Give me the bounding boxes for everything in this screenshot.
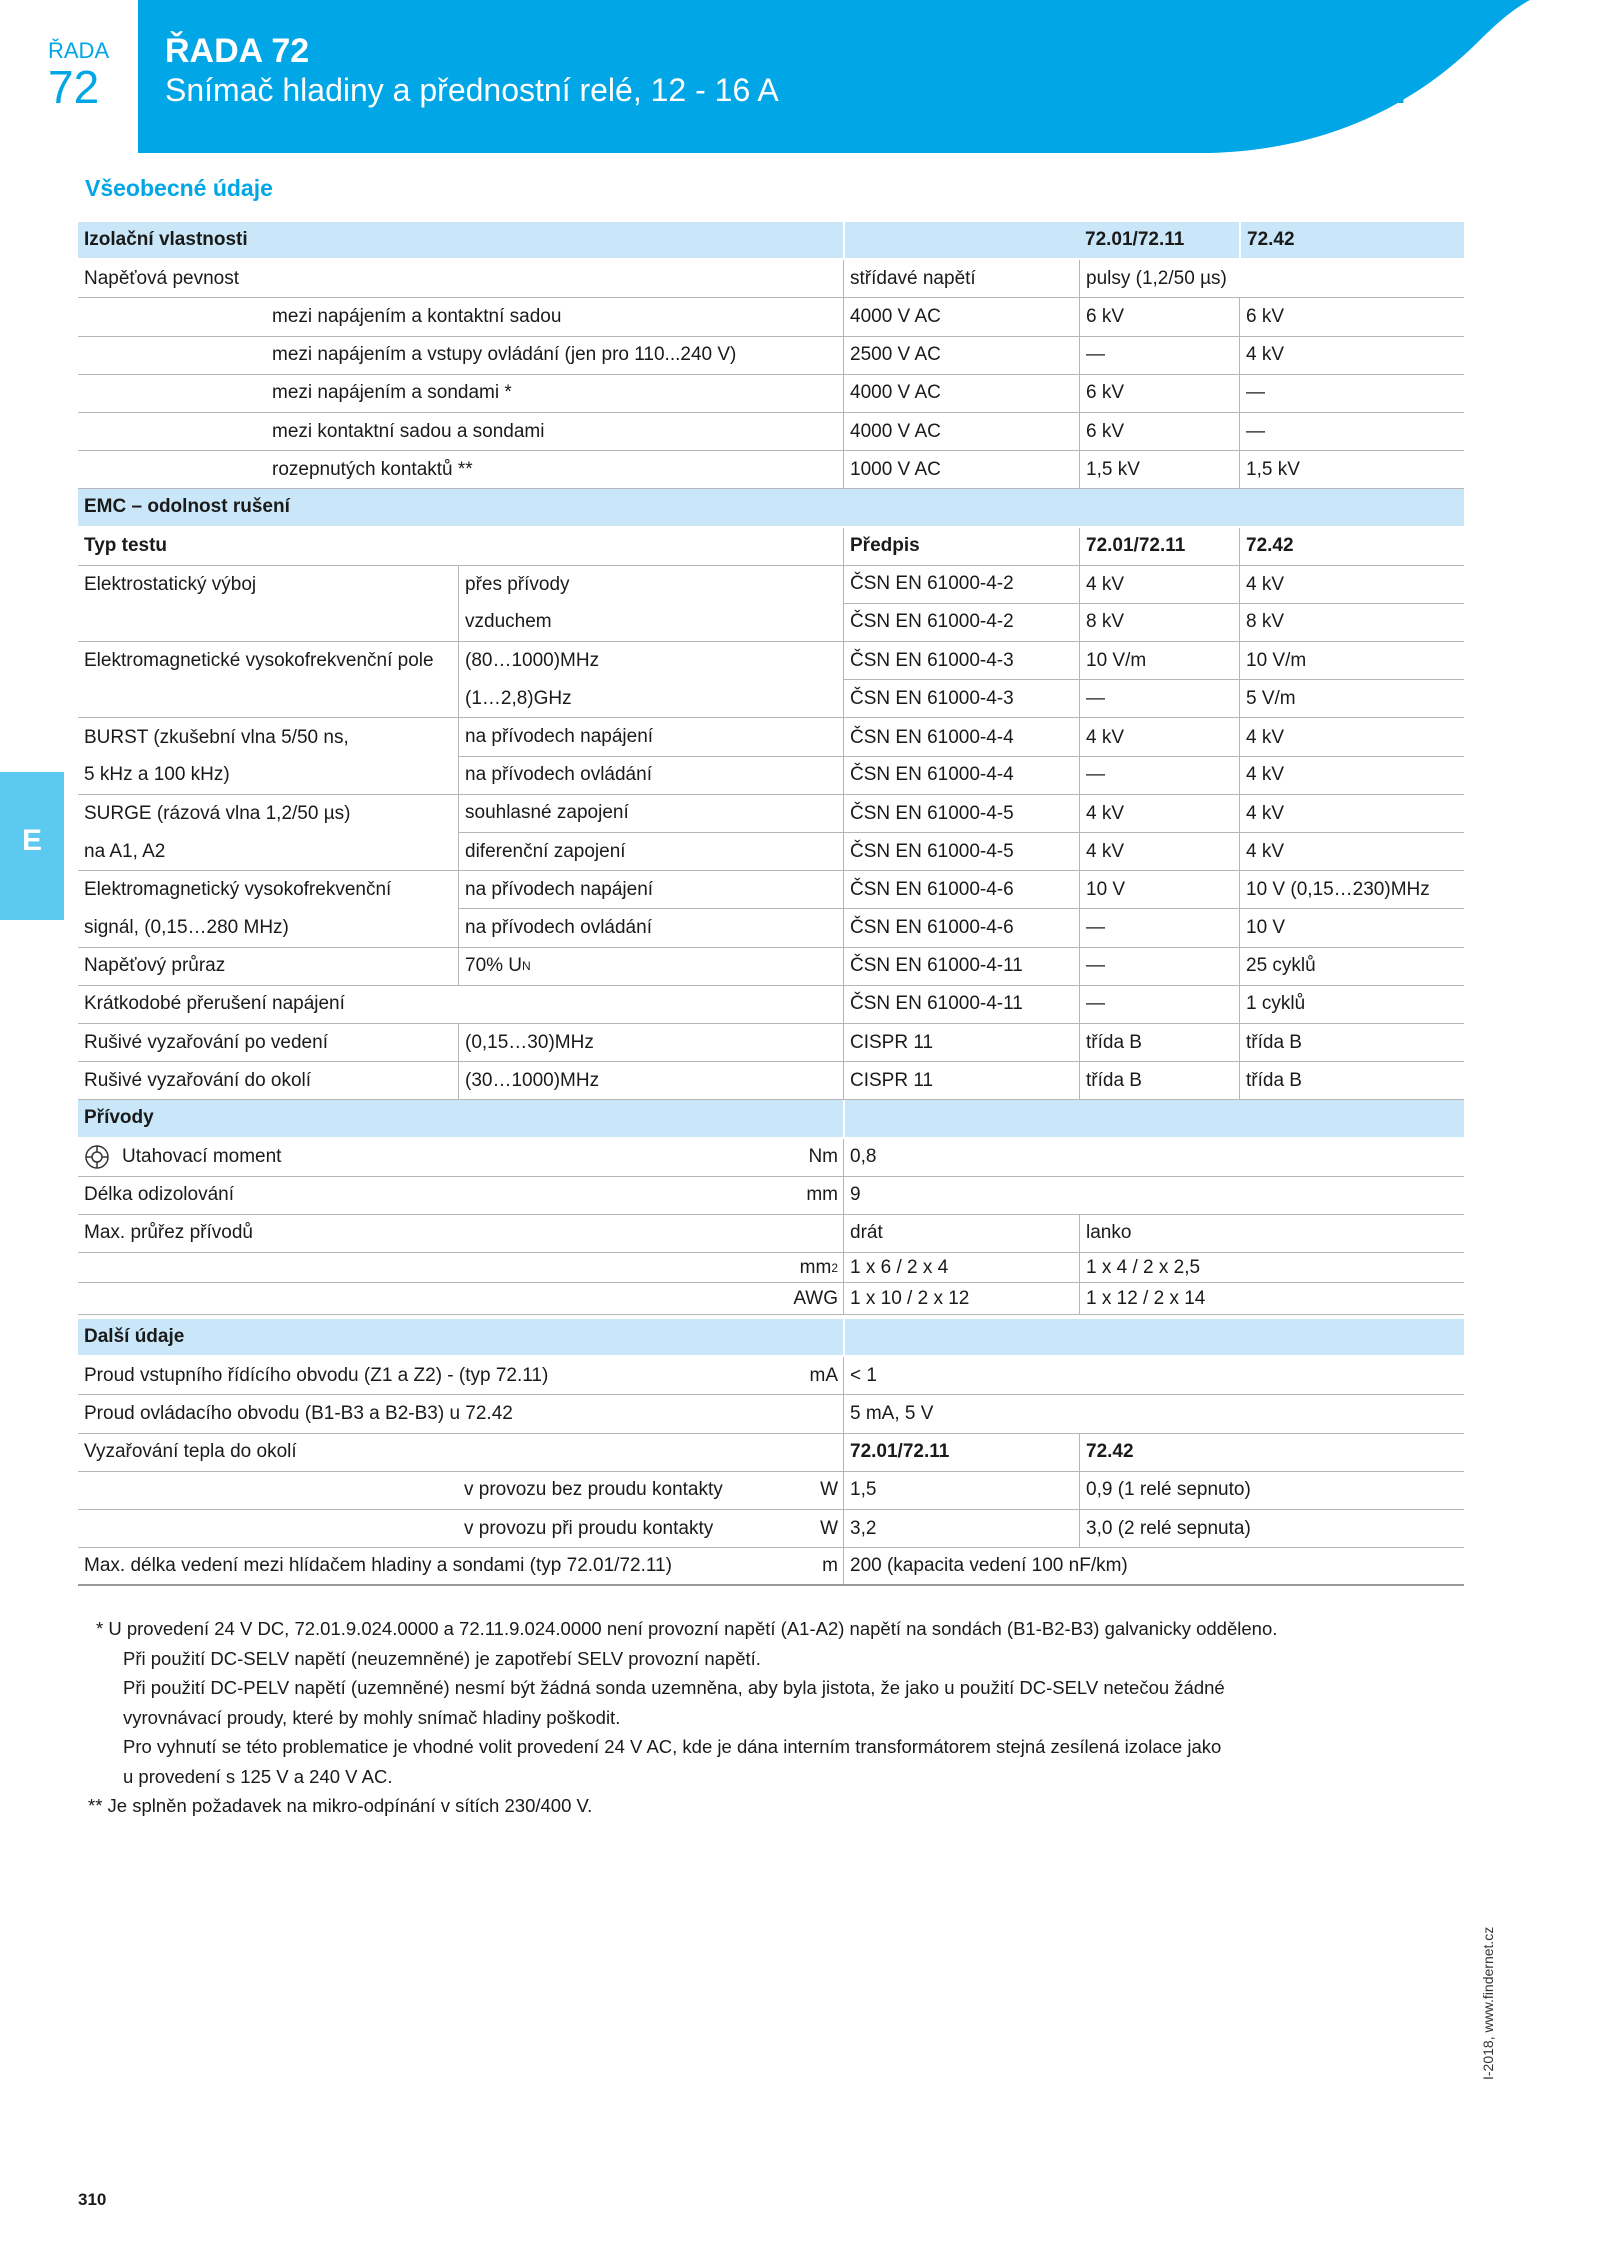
emc-v1: 4 kV <box>1079 566 1124 604</box>
emc-v1: třída B <box>1079 1062 1142 1099</box>
insulation-label: mezi napájením a sondami * <box>272 382 512 404</box>
emc-test: Elektromagnetické vysokofrekvenční pole <box>84 650 434 672</box>
awg-stranded: 1 x 12 / 2 x 14 <box>1079 1283 1205 1314</box>
emc-v1: — <box>1079 757 1105 794</box>
series-label: ŘADA <box>48 38 110 63</box>
emc-v2: 5 V/m <box>1239 680 1296 717</box>
emc-cond: na přívodech napájení <box>458 871 1464 909</box>
emc-std: CISPR 11 <box>843 1024 933 1061</box>
emc-row <box>78 909 1464 947</box>
emc-row <box>78 986 1464 1024</box>
emc-title: EMC – odolnost rušení <box>84 496 290 518</box>
emc-std: ČSN EN 61000-4-11 <box>843 986 1023 1023</box>
emc-cond: (1…2,8)GHz <box>458 680 572 717</box>
emc-v2: 8 kV <box>1239 604 1284 641</box>
strip-row <box>78 1177 1464 1215</box>
mm-unit <box>748 1253 838 1282</box>
heat-detail-label: v provozu při proudu kontakty <box>464 1517 714 1539</box>
voltage-strength-row <box>78 260 1464 298</box>
emc-test: BURST (zkušební vlna 5/50 ns, <box>84 726 349 748</box>
page-subtitle: Snímač hladiny a přednostní relé, 12 - 16 A <box>165 72 779 108</box>
heat-detail-row <box>78 1472 1464 1510</box>
control-current-label: Proud ovládacího obvodu (B1-B3 a B2-B3) u 72.42 <box>84 1403 513 1425</box>
insulation-header-row <box>78 222 1464 260</box>
emc-row <box>78 795 1464 833</box>
heat-detail-label: v provozu bez proudu kontakty <box>464 1479 723 1501</box>
finder-logo-text: finder <box>1284 61 1412 113</box>
insulation-ac: 4000 V AC <box>843 298 941 335</box>
emc-v2: 4 kV <box>1239 566 1284 604</box>
emc-v2: třída B <box>1239 1024 1302 1061</box>
emc-std: ČSN EN 61000-4-4 <box>843 718 1014 756</box>
spec-table <box>78 222 1464 1586</box>
max-length-row <box>78 1548 1464 1586</box>
emc-std: ČSN EN 61000-4-11 <box>843 948 1023 985</box>
mm-stranded: 1 x 4 / 2 x 2,5 <box>1079 1253 1200 1282</box>
control-current-row <box>78 1395 1464 1433</box>
footnote-line: Při použití DC-SELV napětí (neuzemněné) je zapotřebí SELV provozní napětí. <box>123 1647 761 1669</box>
emc-std: CISPR 11 <box>843 1062 933 1099</box>
heat-col1: 72.01/72.11 <box>843 1434 949 1471</box>
page-title: ŘADA 72 <box>165 32 310 70</box>
emc-std: ČSN EN 61000-4-2 <box>843 604 1014 641</box>
emc-row <box>78 604 1464 642</box>
heat-detail-unit: W <box>820 1517 838 1539</box>
other-header-row <box>78 1319 1464 1357</box>
emc-col1-head: 72.01/72.11 <box>1079 528 1185 565</box>
emc-v1: 8 kV <box>1079 604 1124 641</box>
emc-v1: 10 V <box>1079 871 1125 909</box>
emc-v2: 4 kV <box>1239 833 1284 870</box>
insulation-v1: 1,5 kV <box>1079 451 1140 488</box>
emc-row <box>78 718 1464 756</box>
emc-v1: — <box>1079 909 1105 946</box>
insulation-row <box>78 413 1464 451</box>
emc-cond <box>458 948 531 985</box>
torque-cell <box>78 1139 281 1176</box>
max-length-value: 200 (kapacita vedení 100 nF/km) <box>843 1548 1128 1584</box>
torque-unit: Nm <box>808 1146 838 1168</box>
emc-v2: 10 V/m <box>1239 642 1306 680</box>
emc-test <box>78 604 84 641</box>
emc-v2: 4 kV <box>1239 757 1284 794</box>
emc-test: signál, (0,15…280 MHz) <box>84 916 289 938</box>
emc-cond: vzduchem <box>458 604 552 641</box>
mm-solid: 1 x 6 / 2 x 4 <box>843 1253 948 1282</box>
emc-std: ČSN EN 61000-4-6 <box>843 871 1014 909</box>
emc-cond: diferenční zapojení <box>458 833 626 870</box>
torque-row <box>78 1139 1464 1177</box>
emc-cond: (80…1000)MHz <box>458 642 599 680</box>
emc-v2: 10 V <box>1239 909 1285 946</box>
emc-cond: souhlasné zapojení <box>458 795 1464 833</box>
emc-test: Napěťový průraz <box>84 955 226 977</box>
footnotes <box>88 1614 1278 1821</box>
footnote-line: Při použití DC-PELV napětí (uzemněné) nesmí být žádná sonda uzemněna, aby byla jistota, že jako u použití DC-SELV netečou žádné <box>123 1677 1225 1698</box>
side-tab <box>0 772 64 920</box>
insulation-ac: 4000 V AC <box>843 413 941 450</box>
emc-cond: přes přívody <box>458 566 570 604</box>
mm-row <box>78 1253 1464 1283</box>
emc-test: Elektromagnetický vysokofrekvenční <box>84 879 392 901</box>
emc-columns-row <box>78 528 1464 566</box>
emc-v2: 1 cyklů <box>1239 986 1305 1023</box>
emc-v2: 4 kV <box>1239 718 1284 756</box>
insulation-row <box>78 337 1464 375</box>
insulation-label: mezi napájením a kontaktní sadou <box>272 305 562 327</box>
emc-test <box>78 680 84 717</box>
emc-v1: — <box>1079 948 1105 985</box>
emc-cond: na přívodech ovládání <box>458 909 652 946</box>
awg-row <box>78 1283 1464 1315</box>
strip-label: Délka odizolování <box>84 1184 234 1206</box>
edition-note: I-2018, www.findernet.cz <box>1480 1926 1496 2080</box>
input-current-unit: mA <box>809 1364 838 1386</box>
insulation-label: rozepnutých kontaktů ** <box>272 458 473 480</box>
emc-std: ČSN EN 61000-4-5 <box>843 833 1014 870</box>
insulation-v2: 1,5 kV <box>1239 451 1300 488</box>
emc-row <box>78 833 1464 871</box>
ac-label: střídavé napětí <box>843 260 976 297</box>
emc-row <box>78 1062 1464 1100</box>
insulation-v2: 4 kV <box>1239 337 1284 374</box>
max-section-label: Max. průřez přívodů <box>84 1222 253 1244</box>
torque-icon <box>84 1144 110 1170</box>
emc-test: 5 kHz a 100 kHz) <box>84 764 230 786</box>
insulation-v1: — <box>1079 337 1105 374</box>
torque-label: Utahovací moment <box>122 1146 282 1168</box>
emc-header-row <box>78 489 1464 527</box>
emc-std: ČSN EN 61000-4-2 <box>843 566 1464 604</box>
insulation-ac: 2500 V AC <box>843 337 941 374</box>
input-current-label: Proud vstupního řídícího obvodu (Z1 a Z2) - (typ 72.11) <box>84 1364 549 1386</box>
insulation-label: mezi napájením a vstupy ovládání (jen pro 110...240 V) <box>272 344 737 366</box>
control-current-value: 5 mA, 5 V <box>843 1395 933 1432</box>
footnote-line: vyrovnávací proudy, které by mohly snímač hladiny poškodit. <box>123 1706 621 1728</box>
mm-unit-text: mm <box>799 1256 832 1278</box>
insulation-row <box>78 451 1464 489</box>
insulation-title: Izolační vlastnosti <box>84 229 248 251</box>
divider <box>843 1100 851 1136</box>
emc-row <box>78 871 1464 909</box>
strip-unit: mm <box>806 1184 838 1206</box>
emc-cond-text: 70% U <box>465 955 523 977</box>
emc-v2: 25 cyklů <box>1239 948 1316 985</box>
heat-detail-v1: 1,5 <box>843 1472 876 1509</box>
emc-row <box>78 1024 1464 1062</box>
other-title: Další údaje <box>84 1326 185 1348</box>
emc-cond: (0,15…30)MHz <box>458 1024 594 1061</box>
strip-value: 9 <box>843 1177 861 1214</box>
emc-v1: — <box>1079 986 1105 1023</box>
emc-cond: na přívodech ovládání <box>458 757 652 794</box>
insulation-row <box>78 298 1464 336</box>
emc-standard-head: Předpis <box>843 528 920 565</box>
heat-col2: 72.42 <box>1079 1434 1134 1471</box>
emc-v1: 4 kV <box>1079 795 1124 833</box>
side-tab-label: E <box>21 824 42 857</box>
finder-logo <box>1218 58 1458 122</box>
emc-test: Elektrostatický výboj <box>84 573 257 595</box>
page-number: 310 <box>78 2190 107 2209</box>
emc-row <box>78 680 1464 718</box>
finder-logo-icon <box>1218 58 1280 120</box>
emc-test: Krátkodobé přerušení napájení <box>84 993 345 1015</box>
section-title: Všeobecné údaje <box>85 175 273 201</box>
emc-test: Rušivé vyzařování do okolí <box>84 1069 312 1091</box>
insulation-label: mezi kontaktní sadou a sondami <box>272 420 545 442</box>
heat-detail-v2: 3,0 (2 relé sepnuta) <box>1079 1510 1251 1547</box>
divider <box>843 222 851 258</box>
stranded-label: lanko <box>1079 1215 1131 1252</box>
footnote-line: ** Je splněn požadavek na mikro-odpínání v sítích 230/400 V. <box>88 1795 593 1816</box>
emc-row <box>78 642 1464 680</box>
footnote-line: u provedení s 125 V a 240 V AC. <box>123 1765 393 1787</box>
emc-std: ČSN EN 61000-4-4 <box>843 757 1014 794</box>
emc-row <box>78 948 1464 986</box>
insulation-v2: 6 kV <box>1239 298 1284 335</box>
input-current-value: < 1 <box>843 1357 877 1394</box>
insulation-row <box>78 375 1464 413</box>
un-subscript: N <box>522 959 531 974</box>
emc-v2: třída B <box>1239 1062 1302 1099</box>
insulation-v2: — <box>1239 375 1265 412</box>
emc-v1: třída B <box>1079 1024 1142 1061</box>
emc-type-head: Typ testu <box>84 535 168 557</box>
max-section-row <box>78 1215 1464 1253</box>
emc-col2-head: 72.42 <box>1239 528 1294 565</box>
emc-v2: 4 kV <box>1239 795 1284 833</box>
terminals-header-row <box>78 1100 1464 1138</box>
torque-value: 0,8 <box>843 1139 876 1176</box>
emc-test: SURGE (rázová vlna 1,2/50 µs) <box>84 802 351 824</box>
heat-detail-unit: W <box>820 1479 838 1501</box>
insulation-v1: 6 kV <box>1079 375 1124 412</box>
insulation-ac: 1000 V AC <box>843 451 941 488</box>
solid-label: drát <box>843 1215 883 1252</box>
insulation-v1: 6 kV <box>1079 298 1124 335</box>
emc-cond: na přívodech napájení <box>458 718 1464 756</box>
insulation-col1: 72.01/72.11 <box>1085 229 1185 251</box>
emc-test: Rušivé vyzařování po vedení <box>84 1031 328 1053</box>
heat-row <box>78 1434 1464 1472</box>
emc-v1: 10 V/m <box>1079 642 1146 680</box>
heat-detail-v2: 0,9 (1 relé sepnuto) <box>1079 1472 1251 1509</box>
emc-v1: — <box>1079 680 1105 717</box>
divider <box>843 1319 851 1355</box>
series-number: 72 <box>48 61 100 113</box>
awg-unit: AWG <box>793 1287 838 1309</box>
heat-label: Vyzařování tepla do okolí <box>84 1441 297 1463</box>
emc-test: na A1, A2 <box>84 840 166 862</box>
mm-unit-sup: 2 <box>831 1260 838 1275</box>
max-length-label: Max. délka vedení mezi hlídačem hladiny a sondami (typ 72.01/72.11) <box>84 1555 672 1577</box>
insulation-v2: — <box>1239 413 1265 450</box>
emc-row <box>78 757 1464 795</box>
heat-detail-row <box>78 1510 1464 1548</box>
voltage-strength-label: Napěťová pevnost <box>84 267 240 289</box>
footnote-line: * U provedení 24 V DC, 72.01.9.024.0000 a 72.11.9.024.0000 není provozní napětí (A1-A2) napětí na sondách (B1-B2-B3) galvanicky odděleno. <box>96 1618 1278 1639</box>
terminals-title: Přívody <box>84 1107 154 1129</box>
emc-std: ČSN EN 61000-4-3 <box>843 642 1464 680</box>
emc-std: ČSN EN 61000-4-3 <box>843 680 1014 717</box>
footnote-line: Pro vyhnutí se této problematice je vhodné volit provedení 24 V AC, kde je dána interním transformátorem stejná zesílená izolace jako <box>123 1736 1222 1757</box>
awg-solid: 1 x 10 / 2 x 12 <box>843 1283 969 1314</box>
emc-row <box>78 566 1464 604</box>
pulse-label: pulsy (1,2/50 µs) <box>1079 260 1227 297</box>
emc-v2: 10 V (0,15…230)MHz <box>1239 871 1430 909</box>
insulation-col2: 72.42 <box>1239 222 1295 258</box>
emc-v1: 4 kV <box>1079 718 1124 756</box>
max-length-unit: m <box>822 1555 838 1577</box>
emc-std: ČSN EN 61000-4-5 <box>843 795 1014 833</box>
emc-cond: (30…1000)MHz <box>458 1062 599 1099</box>
insulation-ac: 4000 V AC <box>843 375 941 412</box>
emc-v1: 4 kV <box>1079 833 1124 870</box>
emc-std: ČSN EN 61000-4-6 <box>843 909 1014 946</box>
input-current-row <box>78 1357 1464 1395</box>
insulation-v1: 6 kV <box>1079 413 1124 450</box>
heat-detail-v1: 3,2 <box>843 1510 876 1547</box>
